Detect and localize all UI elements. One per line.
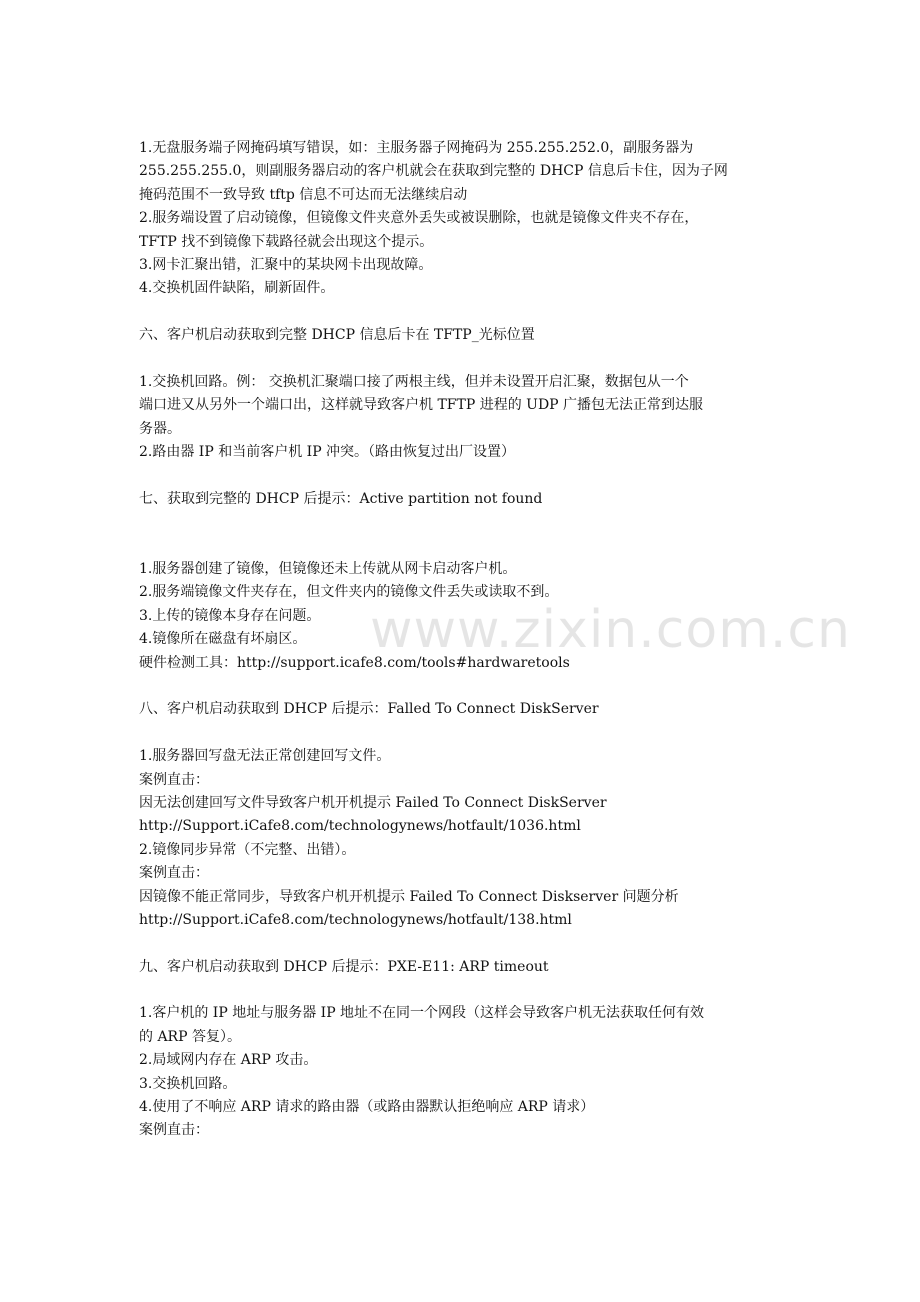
text-line: 2.局域网内存在 ARP 攻击。	[139, 1052, 318, 1069]
text-line: 1.客户机的 IP 地址与服务器 IP 地址不在同一个网段（这样会导致客户机无法获取任何有效	[139, 1005, 705, 1022]
text-line: 因镜像不能正常同步，导致客户机开机提示 Failed To Connect Diskserver 问题分析	[139, 888, 679, 905]
text-line: 3.上传的镜像本身存在问题。	[139, 607, 321, 624]
text-line: 1.服务器创建了镜像，但镜像还未上传就从网卡启动客户机。	[139, 561, 517, 578]
section-heading: 六、客户机启动获取到完整 DHCP 信息后卡在 TFTP_光标位置	[139, 327, 535, 344]
text-line: 2.路由器 IP 和当前客户机 IP 冲突。（路由恢复过出厂设置）	[139, 444, 516, 461]
text-line: 4.交换机固件缺陷，刷新固件。	[139, 280, 335, 297]
paragraph-gap	[139, 464, 789, 487]
text-line: 案例直击：	[139, 865, 209, 882]
text-line: 1.交换机回路。例： 交换机汇聚端口接了两根主线，但并未设置开启汇聚，数据包从一个	[139, 373, 689, 390]
section-7	[139, 488, 789, 675]
text-line: 2.服务端设置了启动镜像，但镜像文件夹意外丢失或被误删除，也就是镜像文件夹不存在，	[139, 210, 699, 227]
document-body	[139, 137, 789, 1143]
paragraph-gap	[139, 675, 789, 698]
watermark: www.zixin.com.cn	[370, 600, 851, 660]
text-line: 案例直击：	[139, 771, 209, 788]
text-line: 硬件检测工具：http://support.icafe8.com/tools#hardwaretools	[139, 654, 570, 671]
text-line: 4.使用了不响应 ARP 请求的路由器（或路由器默认拒绝响应 ARP 请求）	[139, 1099, 595, 1116]
text-line: 2.镜像同步异常（不完整、出错）。	[139, 841, 356, 858]
paragraph-gap	[139, 348, 789, 371]
section-heading: 七、获取到完整的 DHCP 后提示：Active partition not found	[139, 490, 543, 507]
text-line: 因无法创建回写文件导致客户机开机提示 Failed To Connect DiskServer	[139, 794, 607, 811]
text-line: 1.服务器回写盘无法正常创建回写文件。	[139, 748, 391, 765]
text-line: TFTP 找不到镜像下载路径就会出现这个提示。	[139, 233, 434, 250]
url-text: http://Support.iCafe8.com/technologynews/hotfault/138.html	[139, 911, 572, 928]
section-6	[139, 324, 789, 464]
section-8	[139, 698, 789, 932]
text-line: 案例直击：	[139, 1122, 209, 1139]
text-line: 端口进又从另外一个端口出，这样就导致客户机 TFTP 进程的 UDP 广播包无法正常到达服	[139, 397, 704, 414]
paragraph-gap	[139, 511, 789, 558]
paragraph-gap	[139, 301, 789, 324]
paragraph-gap	[139, 932, 789, 955]
text-line: 3.网卡汇聚出错，汇聚中的某块网卡出现故障。	[139, 256, 433, 273]
paragraph-gap	[139, 979, 789, 1002]
text-line: 3.交换机回路。	[139, 1075, 237, 1092]
section-heading: 八、客户机启动获取到 DHCP 后提示：Falled To Connect DiskServer	[139, 701, 599, 718]
text-line: 掩码范围不一致导致 tftp 信息不可达而无法继续启动	[139, 186, 468, 203]
text-line: 255.255.255.0，则副服务器启动的客户机就会在获取到完整的 DHCP 信息后卡住，因为子网	[139, 163, 728, 180]
text-line: 4.镜像所在磁盘有坏扇区。	[139, 631, 307, 648]
text-line: 2.服务端镜像文件夹存在，但文件夹内的镜像文件丢失或读取不到。	[139, 584, 559, 601]
text-line: 1.无盘服务端子网掩码填写错误，如：主服务器子网掩码为 255.255.252.0，副服务器为	[139, 140, 694, 156]
text-line: 的 ARP 答复）。	[139, 1028, 241, 1045]
section-heading: 九、客户机启动获取到 DHCP 后提示：PXE-E11: ARP timeout	[139, 958, 549, 975]
url-text: http://Support.iCafe8.com/technologynews/hotfault/1036.html	[139, 818, 581, 835]
paragraph-gap	[139, 722, 789, 745]
intro-section	[139, 137, 789, 301]
text-line: 务器。	[139, 420, 181, 437]
section-9	[139, 956, 789, 1143]
